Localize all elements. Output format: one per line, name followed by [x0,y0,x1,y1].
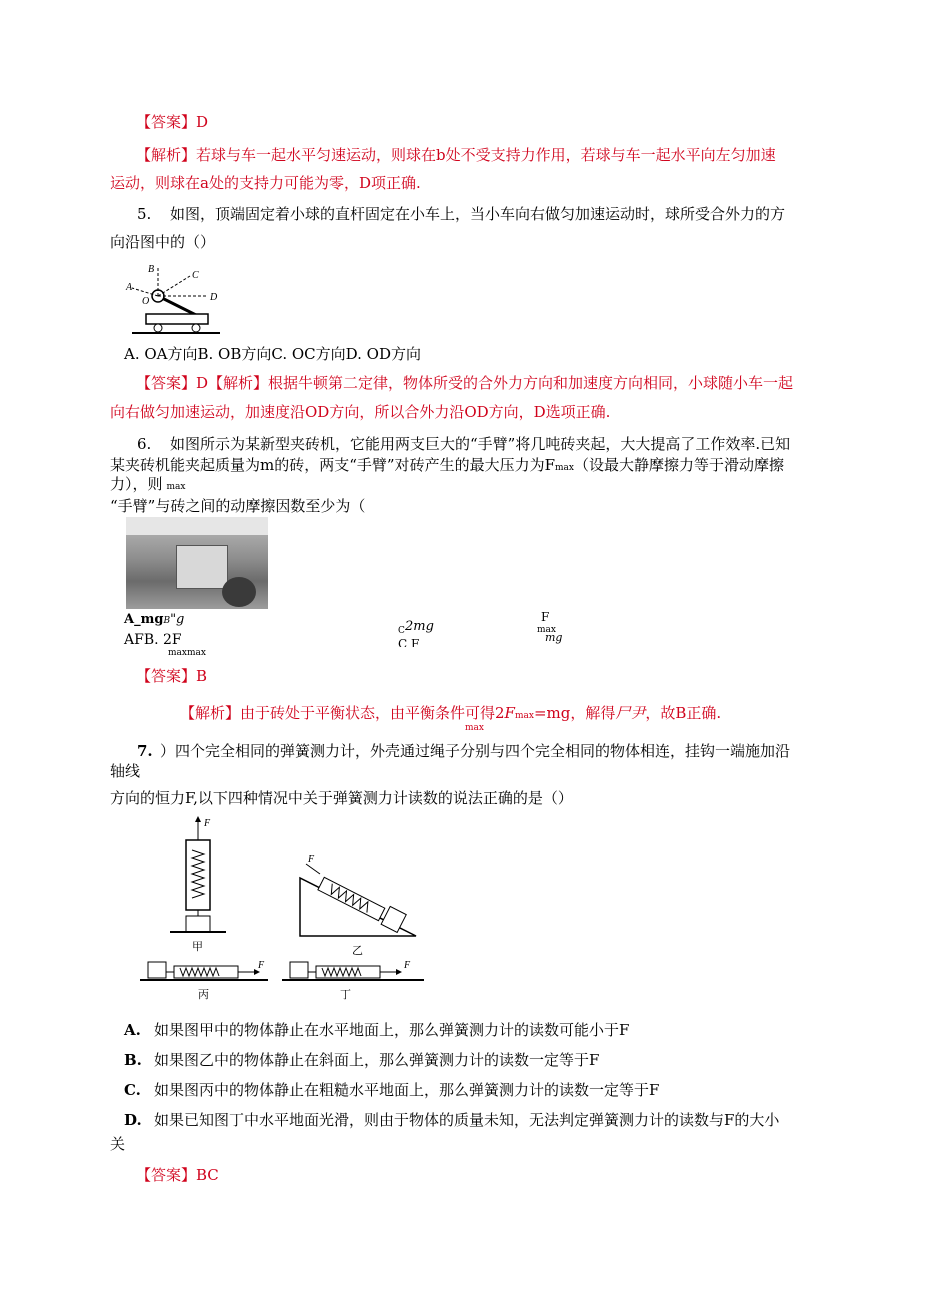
block [290,962,308,978]
q4-analysis-line1 [136,145,776,165]
figure-yi [300,854,416,957]
label-jia: 甲 [192,940,203,953]
stem-text: 力），则 [110,475,163,493]
label-f: F [308,854,315,865]
q7-stem-line1: ）四个完全相同的弹簧测力计，外壳通过绳子分别与四个完全相同的物体相连，挂钩一端施加沿 [160,742,791,760]
q7-spring-figures [134,812,430,1012]
q6-analysis-under: max [465,723,484,733]
q6-option-a [124,612,184,628]
q6-stem-line3 [110,474,186,494]
q7-stem-line2: 轴线 [110,762,141,780]
brick-clamp-photo [126,517,268,609]
q7-option-a [124,1020,629,1040]
label-b: B [148,264,155,275]
q5-answer-line1: 【答案】D【解析】根据牛顿第二定律，物体所受的合外力方向和加速度方向相同，小球随小车一起 [136,374,794,392]
q7-option-c [124,1080,659,1100]
q5-answer-line2: 向右做匀加速运动，加速度沿OD方向，所以合外力沿OD方向，D选项正确. [110,403,611,421]
label-f: F [204,818,211,829]
analysis-tag: 【解析】 [136,146,197,164]
analysis-sub: max [514,711,534,721]
q6-option-c2: C F [398,638,420,647]
label-a: A [126,282,133,293]
q4-answer: 【答案】D [136,113,209,131]
block [148,962,166,978]
machine-wheel [222,577,256,607]
q7-option-d-line2: 关 [110,1135,126,1153]
analysis-tail: ，故B正确. [645,704,722,722]
stem-end: （设最大静摩擦力等于滑动摩擦 [573,456,784,474]
label-bing: 丙 [198,988,209,1001]
brick-stack [176,545,228,589]
spring-scale [186,840,210,910]
q5-options: A. OA方向B. OB方向C. OC方向D. OD方向 [124,345,421,363]
wheel-right [192,324,200,332]
stem-sub: max [554,463,574,473]
analysis-italic: 尸尹 [615,704,646,722]
q6-analysis [180,703,721,723]
q6-option-d-top: F [541,610,550,624]
sky [126,517,268,535]
stem-text: 某夹砖机能夹起质量为m的砖，两支“手臂”对砖产生的最大压力为F [110,456,555,474]
label-yi: 乙 [352,944,363,957]
q6-option-d: mg [545,631,563,644]
option-text: 如果已知图丁中水平地面光滑，则由于物体的质量未知，无法判定弹簧测力计的读数与F的大小 [154,1111,780,1129]
option-text: A_mg [124,612,164,627]
option-end: "g [170,612,185,627]
q4-analysis-line2: 运动，则球在a处的支持力可能为零，D项正确. [110,174,421,192]
q7-stem-line3: 方向的恒力F,以下四种情况中关于弹簧测力计读数的说法正确的是（） [110,789,573,807]
option-tag: C. [124,1081,141,1099]
analysis-end: =mg，解得 [533,704,616,722]
cart-body [146,314,208,324]
wheel-left [154,324,162,332]
stem-sub: max [166,482,186,492]
label-d: D [210,292,218,303]
figure-jia [170,816,226,953]
analysis-f: F [504,704,515,722]
q7-option-b [124,1050,599,1070]
q7-option-d [124,1110,779,1130]
option-sub: B [163,616,171,626]
analysis-text: 若球与车一起水平匀速运动，则球在b处不受支持力作用，若球与车一起水平向左匀加速 [196,146,776,164]
option-text: 如果图甲中的物体静止在水平地面上，那么弹簧测力计的读数可能小于F [154,1021,630,1039]
spring-scale [318,877,385,920]
q6-stem-line2 [110,455,784,475]
q5-stem-line2: 向沿图中的（） [110,233,216,251]
q7-number: 7. [137,742,153,760]
label-ding: 丁 [340,988,351,1001]
dir-c [158,276,190,296]
option-text: 如果图丙中的物体静止在粗糙水平地面上，那么弹簧测力计的读数一定等于F [154,1081,660,1099]
analysis-text: 【解析】由于砖处于平衡状态，由平衡条件可得2 [180,704,505,722]
q6-option-c-small: C [398,626,405,636]
q6-stem-line4: “手臂”与砖之间的动摩擦因数至少为（ [110,497,366,515]
q6-option-d-sub: max [537,625,556,635]
q6-option-c: 2mg [405,619,434,634]
figure-bing [140,960,268,1001]
label-o: O [142,296,150,307]
q6-option-b-sub: maxmax [168,648,206,658]
q6-answer: 【答案】B [136,667,208,685]
figure-ding [282,960,424,1001]
block [186,916,210,932]
q7-answer: 【答案】BC [136,1166,219,1184]
q5-cart-figure [120,260,232,340]
option-tag: D. [124,1111,142,1129]
label-f: F [258,960,265,971]
q6-stem-line1: 如图所示为某新型夹砖机，它能用两支巨大的“手臂”将几吨砖夹起，大大提高了工作效率.已知 [170,435,791,453]
option-text: 如果图乙中的物体静止在斜面上，那么弹簧测力计的读数一定等于F [154,1051,600,1069]
label-f: F [404,960,411,971]
option-tag: A. [124,1021,141,1039]
option-tag: B. [124,1051,142,1069]
q5-stem-line1: 如图，顶端固定着小球的直杆固定在小车上，当小车向右做匀加速运动时，球所受合外力的方 [170,205,786,223]
q6-option-b: AFB. 2F [124,632,182,648]
q6-number: 6. [137,435,152,453]
q5-number: 5. [137,205,152,223]
label-c: C [192,270,199,281]
